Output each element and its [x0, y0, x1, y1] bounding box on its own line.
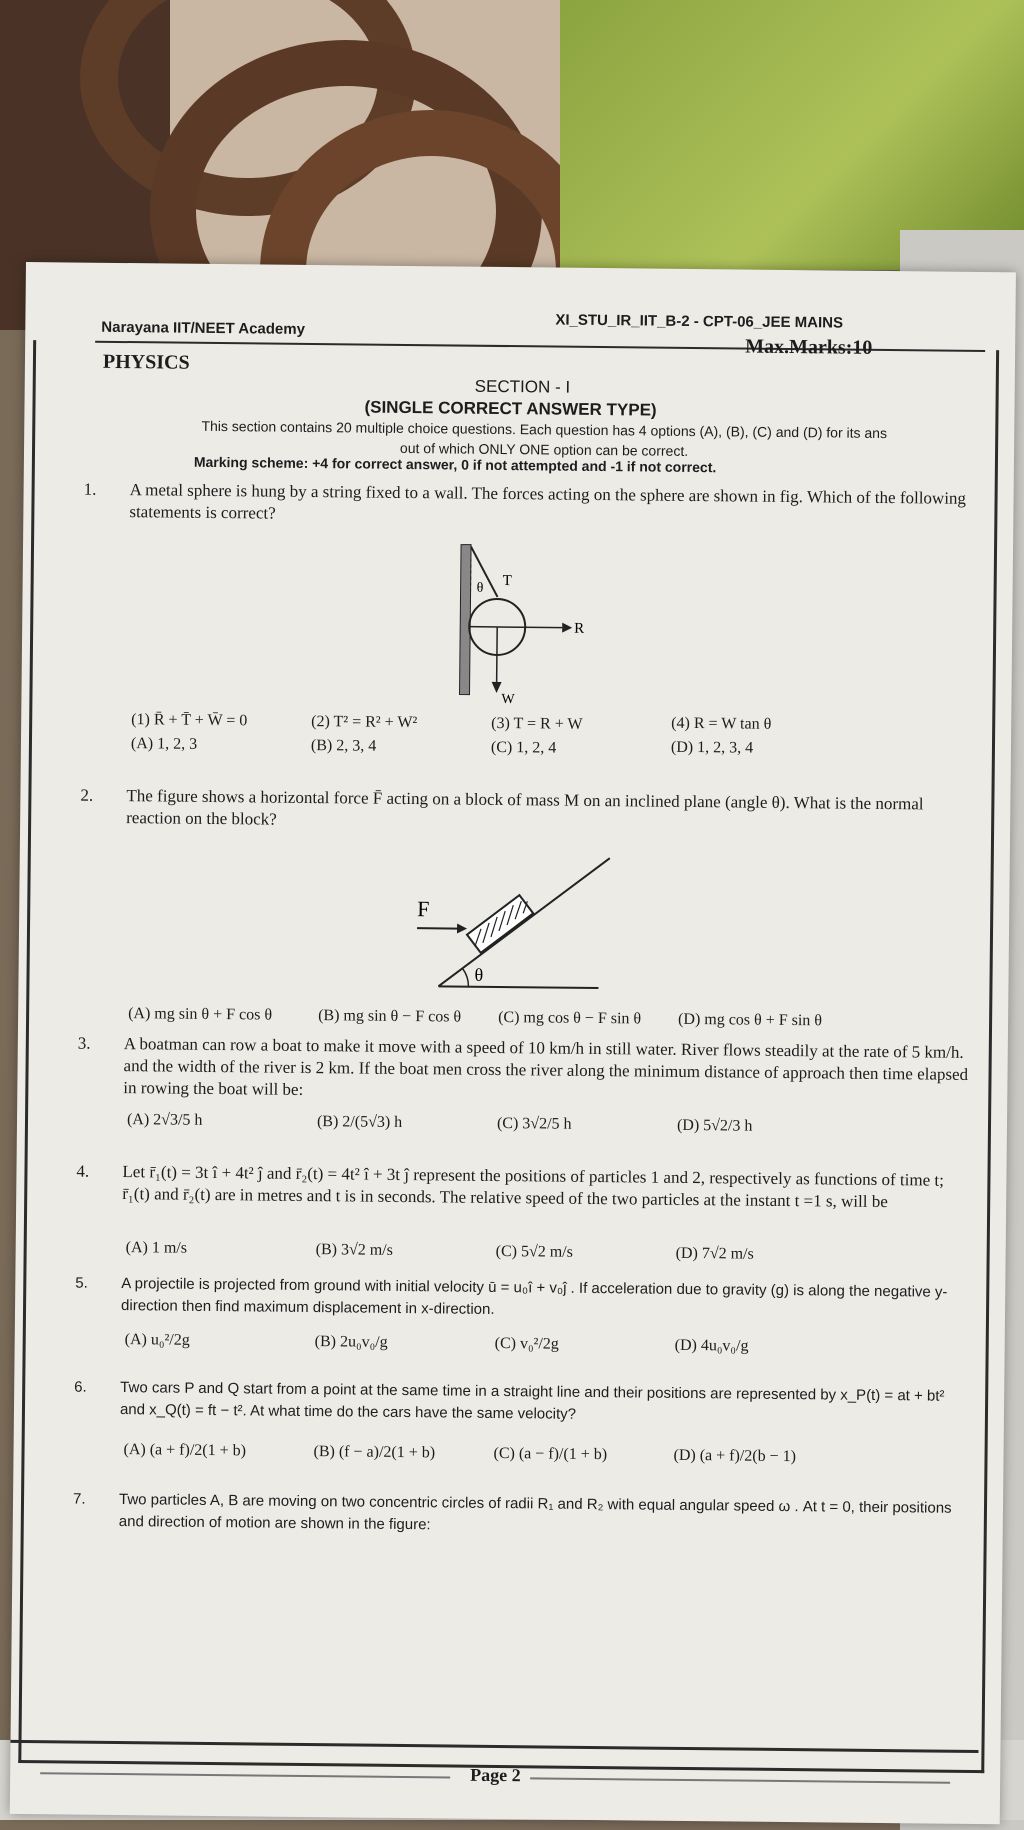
- angle-arc-icon: [462, 969, 468, 987]
- exam-paper: [10, 262, 1016, 1824]
- question-text: Two particles A, B are moving on two concentric circles of radii R₁ and R₂ with equal angular speed ω . At t = 0, their positions and direction of motion are shown in the figure:: [119, 1489, 969, 1542]
- force-label: F: [417, 896, 430, 921]
- option-c: (C) mg cos θ − F sin θ: [498, 1009, 641, 1028]
- section-title: SECTION - I: [475, 377, 571, 398]
- force-r-arrow-icon: [470, 627, 562, 628]
- option-b: (B) 3√2 m/s: [316, 1241, 393, 1260]
- arrowhead-icon: [562, 623, 572, 633]
- question-number: 3.: [78, 1033, 91, 1055]
- statement-4: (4) R = W tan θ: [671, 715, 771, 734]
- option-b: (B) 2u₀v₀/g: [315, 1333, 388, 1352]
- marking-scheme: Marking scheme: +4 for correct answer, 0 if not attempted and -1 if not correct.: [194, 454, 717, 475]
- option-d: (D) 7√2 m/s: [676, 1245, 754, 1264]
- question-text: A projectile is projected from ground with initial velocity ū = u₀î + v₀ĵ . If acceleration due to gravity (g) is along the negative y-direction then find maximum displacement in x-direction.: [121, 1273, 971, 1326]
- instructions-line-1: This section contains 20 multiple choice questions. Each question has 4 options (A), (B), (C) and (D) for its ans: [104, 415, 984, 444]
- option-c: (C) 3√2/5 h: [497, 1115, 572, 1134]
- option-d: (D) 1, 2, 3, 4: [671, 739, 753, 758]
- question-number: 7.: [73, 1489, 86, 1511]
- string-icon: [471, 547, 499, 597]
- option-d: (D) mg cos θ + F sin θ: [678, 1011, 822, 1031]
- question-number: 2.: [80, 785, 93, 807]
- option-a: (A) (a + f)/2(1 + b): [123, 1441, 246, 1460]
- option-c: (C) v₀²/2g: [495, 1335, 559, 1354]
- inclined-plane-figure: [408, 846, 630, 998]
- instructions-line-2: out of which ONLY ONE option can be correct.: [104, 435, 984, 464]
- tension-label: T: [503, 573, 512, 589]
- option-b: (B) 2/(5√3) h: [317, 1113, 402, 1132]
- angle-label: θ: [474, 965, 483, 985]
- paper-code: XI_STU_IR_IIT_B-2 - CPT-06_JEE MAINS: [555, 312, 843, 332]
- question-number: 1.: [84, 479, 97, 501]
- question-text: A metal sphere is hung by a string fixed to a wall. The forces acting on the sphere are shown in fig. Which of the following statements is correct?: [129, 479, 979, 532]
- sphere-wall-figure: [451, 536, 653, 708]
- option-c: (C) 5√2 m/s: [496, 1243, 573, 1262]
- force-w-arrow-icon: [497, 627, 498, 687]
- option-c: (C) 1, 2, 4: [491, 739, 557, 758]
- question-text: Let r̄₁(t) = 3t î + 4t² ĵ and r̄₂(t) = 4t² î + 3t ĵ represent the positions of particles 1 and 2, respectively as functions of time t; r̄₁(t) and r̄₂(t) are in metres and t is in seconds. The relative speed of the two particles at the instant t =1 s, will be: [122, 1161, 972, 1214]
- statement-3: (3) T = R + W: [491, 715, 583, 734]
- arrowhead-icon: [492, 682, 502, 693]
- statement-1: (1) R̄ + T̄ + W̄ = 0: [131, 711, 247, 730]
- option-a: (A) 1 m/s: [126, 1239, 188, 1258]
- footer-rule-left: [40, 1772, 450, 1778]
- footer-rule-right: [530, 1777, 950, 1783]
- option-d: (D) 5√2/3 h: [677, 1117, 753, 1136]
- question-text: Two cars P and Q start from a point at the same time in a straight line and their positions are represented by x_P(t) = at + bt² and x_Q(t) = ft − t². At what time do the cars have the same velocity?: [120, 1377, 970, 1430]
- reaction-label: R: [574, 621, 584, 637]
- subject-title: PHYSICS: [103, 351, 190, 375]
- question-text: The figure shows a horizontal force F̄ acting on a block of mass M on an inclined plane (angle θ). What is the normal reaction on the block?: [126, 785, 976, 838]
- option-a: (A) 1, 2, 3: [131, 735, 197, 754]
- max-marks: Max.Marks:10: [745, 336, 872, 360]
- section-type: (SINGLE CORRECT ANSWER TYPE): [364, 398, 656, 421]
- question-text: A boatman can row a boat to make it move with a speed of 10 km/h in still water. River flows steadily at the rate of 5 km/h. and the width of the river is 2 km. If the boat men cross the river along the minimum distance of approach then time elapsed in rowing the boat will be:: [123, 1033, 974, 1108]
- option-d: (D) 4u₀v₀/g: [675, 1337, 749, 1356]
- weight-label: W: [501, 692, 515, 707]
- option-a: (A) 2√3/5 h: [127, 1111, 203, 1130]
- angle-label: θ: [477, 581, 484, 596]
- arrowhead-icon: [457, 924, 467, 934]
- question-number: 4.: [76, 1161, 89, 1183]
- option-d: (D) (a + f)/2(b − 1): [673, 1447, 796, 1466]
- option-b: (B) (f − a)/2(1 + b): [313, 1443, 435, 1462]
- statement-2: (2) T² = R² + W²: [311, 713, 417, 732]
- option-c: (C) (a − f)/(1 + b): [493, 1445, 607, 1464]
- question-number: 5.: [75, 1273, 88, 1295]
- ground-line-icon: [438, 986, 598, 988]
- option-a: (A) u₀²/2g: [125, 1331, 190, 1350]
- question-number: 6.: [74, 1377, 87, 1399]
- option-a: (A) mg sin θ + F cos θ: [128, 1005, 272, 1025]
- institute-name: Narayana IIT/NEET Academy: [101, 319, 305, 338]
- option-b: (B) 2, 3, 4: [311, 737, 377, 756]
- page-number: Page 2: [470, 1765, 521, 1787]
- incline-line-icon: [438, 856, 609, 988]
- option-b: (B) mg sin θ − F cos θ: [318, 1007, 461, 1026]
